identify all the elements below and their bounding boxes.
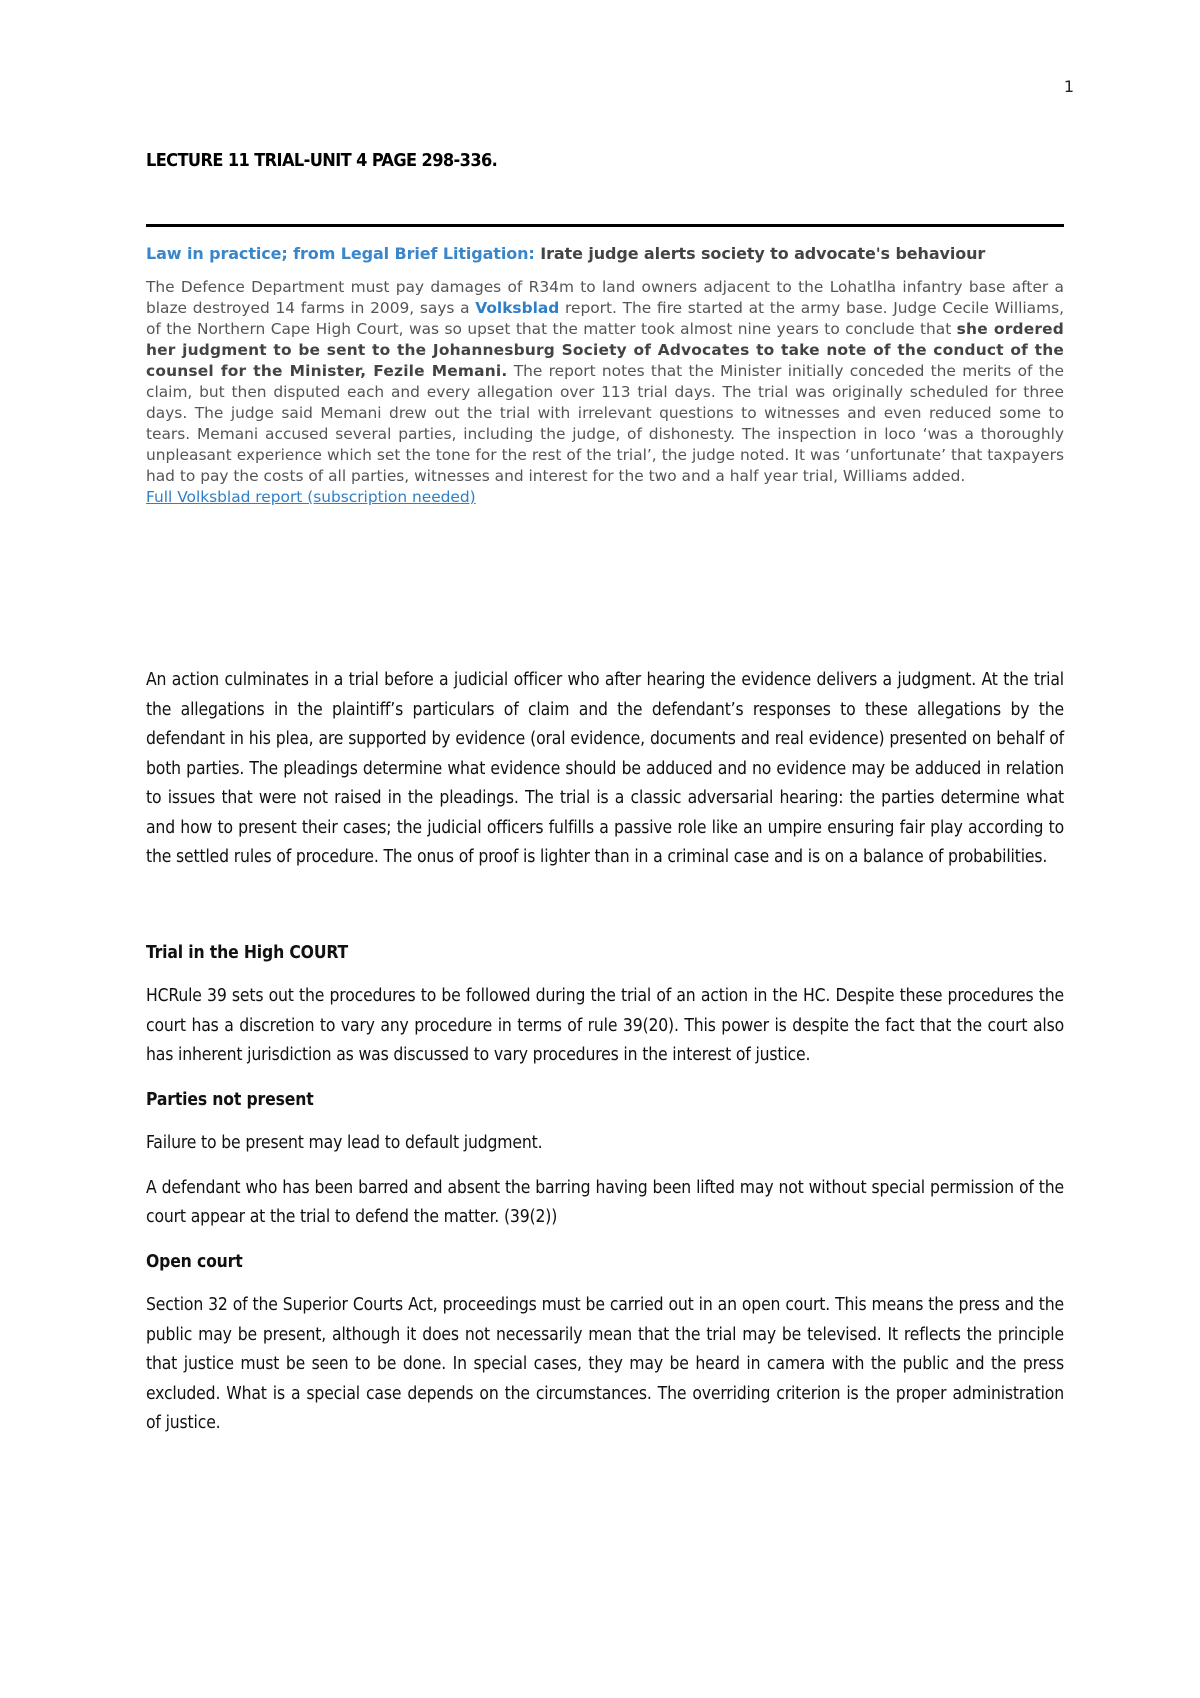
lecture-title: LECTURE 11 TRIAL-UNIT 4 PAGE 298-336. [146, 150, 498, 171]
volksblad-name: Volksblad [475, 299, 560, 317]
brief-headline: Irate judge alerts society to advocate's behaviour [540, 244, 986, 263]
heading-open-court: Open court [146, 1251, 243, 1272]
not-present-paragraph-2: A defendant who has been barred and absent the barring having been lifted may not without special permission of the court appear at the trial to defend the matter. (39(2)) [146, 1177, 1064, 1227]
intro-paragraph: An action culminates in a trial before a judicial officer who after hearing the evidence delivers a judgment. At the trial the allegations in the plaintiff’s particulars of claim and the defendant’s responses to these allegations by the defendant in his plea, are supported by evidence (oral evidence, documents and real evidence) presented on behalf of both parties. The pleadings determine what evidence should be adduced and no evidence may be adduced in relation to issues that were not raised in the pleadings. The trial is a classic adversarial hearing: the parties determine what and how to present their cases; the judicial officers fulfills a passive role like an umpire ensuring fair play according to the settled rules of procedure. The onus of proof is lighter than in a criminal case and is on a balance of probabilities. [146, 670, 1064, 867]
brief-body-part3: The report notes that the Minister initially conceded the merits of the claim, but then disputed each and every allegation over 113 trial days. The trial was originally scheduled for three days. The judge said Memani drew out the trial with irrelevant questions to witnesses and even reduced some to tears. Memani accused several parties, including the judge, of dishonesty. The inspection in loco ‘was a thoroughly unpleasant experience which set the tone for the rest of the trial’, the judge noted. It was ‘unfortunate’ that taxpayers had to pay the costs of all parties, witnesses and interest for the two and a half year trial, Williams added. [146, 362, 1064, 485]
horizontal-rule [146, 224, 1064, 227]
brief-body-emphasis: she ordered her judgment to be sent to the Johannesburg Society of Advocates to take note of the conduct of the counsel for the Minister, Fezile Memani. [146, 320, 1064, 380]
high-court-paragraph: HCRule 39 sets out the procedures to be followed during the trial of an action in the HC. Despite these procedures the court has a discretion to vary any procedure in terms of rule 39(20). This power is despite the fact that the court also has inherent jurisdiction as was discussed to vary procedures in the interest of justice. [146, 986, 1064, 1065]
brief-source-label: Law in practice; from Legal Brief Litigation: [146, 244, 535, 263]
open-court-paragraph: Section 32 of the Superior Courts Act, proceedings must be carried out in an open court. This means the press and the public may be present, although it does not necessarily mean that the trial may be televised. It reflects the principle that justice must be seen to be done. In special cases, they may be heard in camera with the public and the press excluded. What is a special case depends on the circumstances. The overriding criterion is the proper administration of justice. [146, 1295, 1064, 1433]
brief-body-part2: report. The fire started at the army base. Judge Cecile Williams, of the Northern Cape High Court, was so upset that the matter took almost nine years to conclude that [146, 299, 1064, 338]
heading-trial-high-court: Trial in the High COURT [146, 942, 349, 963]
main-content [146, 666, 1064, 1454]
page-number: 1 [1063, 77, 1074, 96]
volksblad-report-link[interactable]: Full Volksblad report (subscription needed) [146, 488, 476, 506]
brief-heading [146, 244, 1064, 263]
not-present-paragraph-1: Failure to be present may lead to default judgment. [146, 1133, 543, 1153]
brief-body [146, 277, 1064, 487]
brief-body-part1: The Defence Department must pay damages of R34m to land owners adjacent to the Lohatlha infantry base after a blaze destroyed 14 farms in 2009, says a [146, 278, 1064, 317]
heading-parties-not-present: Parties not present [146, 1089, 314, 1110]
legal-brief-box [146, 244, 1064, 508]
